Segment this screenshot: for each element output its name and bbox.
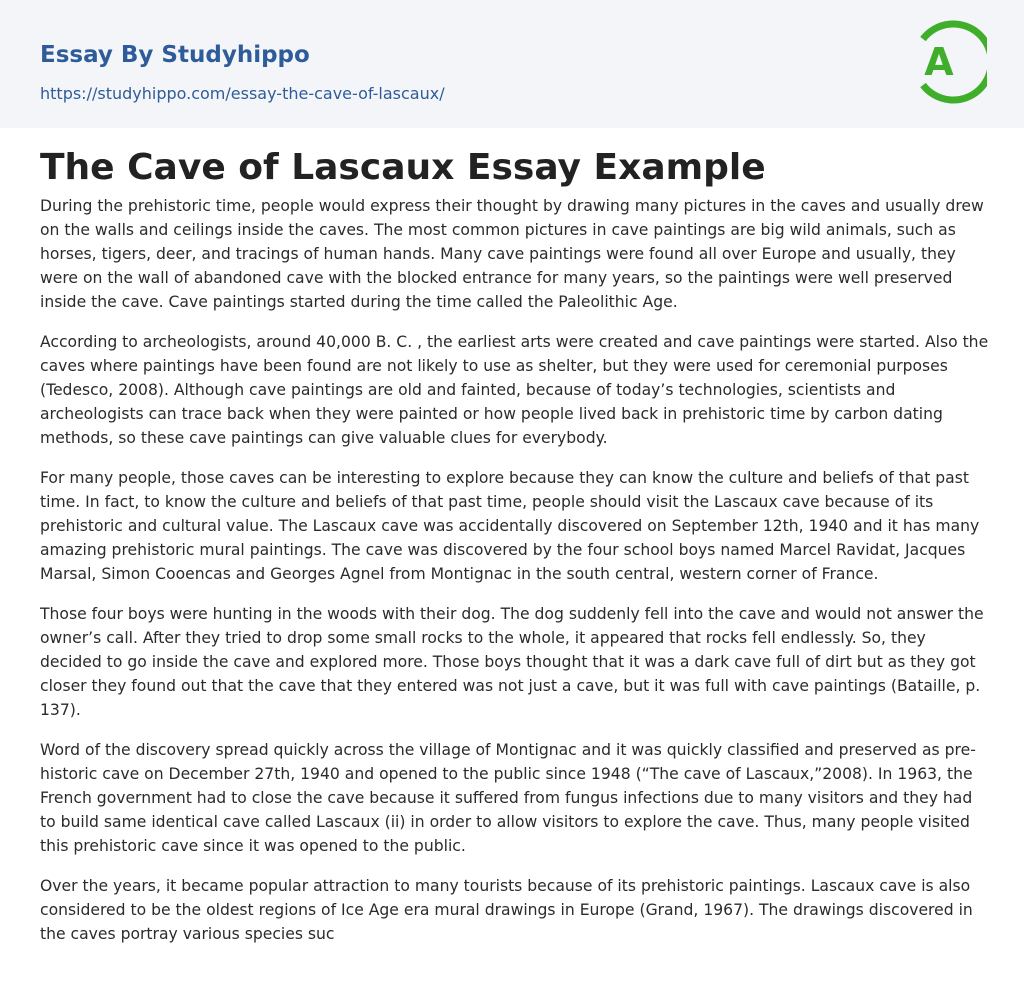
paragraph: According to archeologists, around 40,000 B. C. , the earliest arts were created and cave paintings were started. Also the caves where paintings have been found are not likely to use as shelter, but they were used for ceremonial purposes (Tedesco, 2008). Although cave paintings are old and fainted, because of today’s technologies, scientists and archeologists can trace back when they were painted or how people lived back in prehistoric time by carbon dating methods, so these cave paintings can give valuable clues for everybody. [40, 333, 989, 447]
paragraph: During the prehistoric time, people would express their thought by drawing many pictures in the caves and usually drew on the walls and ceilings inside the caves. The most common pictures in cave paintings are big wild animals, such as horses, tigers, deer, and tracings of human hands. Many cave paintings were found all over Europe and usually, they were on the wall of abandoned cave with the blocked entrance for many years, so the paintings were well preserved inside the cave. Cave paintings started during the time called the Paleolithic Age. [40, 197, 984, 311]
paragraph: Over the years, it became popular attraction to many tourists because of its prehistoric paintings. Lascaux cave is also considered to be the oldest regions of Ice Age era mural drawings in Europe (Grand, 1967). The drawings discovered in the caves portray various species suc [40, 877, 973, 943]
studyhippo-logo-icon[interactable] [911, 19, 987, 105]
paragraph: Those four boys were hunting in the woods with their dog. The dog suddenly fell into the cave and would not answer the owner’s call. After they tried to drop some small rocks to the whole, it appeared that rocks fell endlessly. So, they decided to go inside the cave and explored more. Those boys thought that it was a dark cave full of dirt but as they got closer they found out that the cave that they entered was not just a cave, but it was full with cave paintings (Bataille, p. 137). [40, 605, 984, 719]
logo-letter: A [924, 40, 954, 84]
page-title: The Cave of Lascaux Essay Example [40, 147, 766, 188]
site-brand[interactable]: Essay By Studyhippo [40, 42, 310, 68]
paragraph: Word of the discovery spread quickly across the village of Montignac and it was quickly classified and preserved as pre-historic cave on December 27th, 1940 and opened to the public since 1948 (“The cave of Lascaux,”2008). In 1963, the French government had to close the cave because it suffered from fungus infections due to many visitors and they had to build same identical cave called Lascaux (ii) in order to allow visitors to explore the cave. Thus, many people visited this prehistoric cave since it was opened to the public. [40, 741, 976, 855]
essay-body [40, 194, 990, 962]
essay-url-link[interactable]: https://studyhippo.com/essay-the-cave-of-lascaux/ [40, 84, 445, 103]
paragraph: For many people, those caves can be interesting to explore because they can know the culture and beliefs of that past time. In fact, to know the culture and beliefs of that past time, people should visit the Lascaux cave because of its prehistoric and cultural value. The Lascaux cave was accidentally discovered on September 12th, 1940 and it has many amazing prehistoric mural paintings. The cave was discovered by the four school boys named Marcel Ravidat, Jacques Marsal, Simon Cooencas and Georges Agnel from Montignac in the south central, western corner of France. [40, 469, 980, 583]
